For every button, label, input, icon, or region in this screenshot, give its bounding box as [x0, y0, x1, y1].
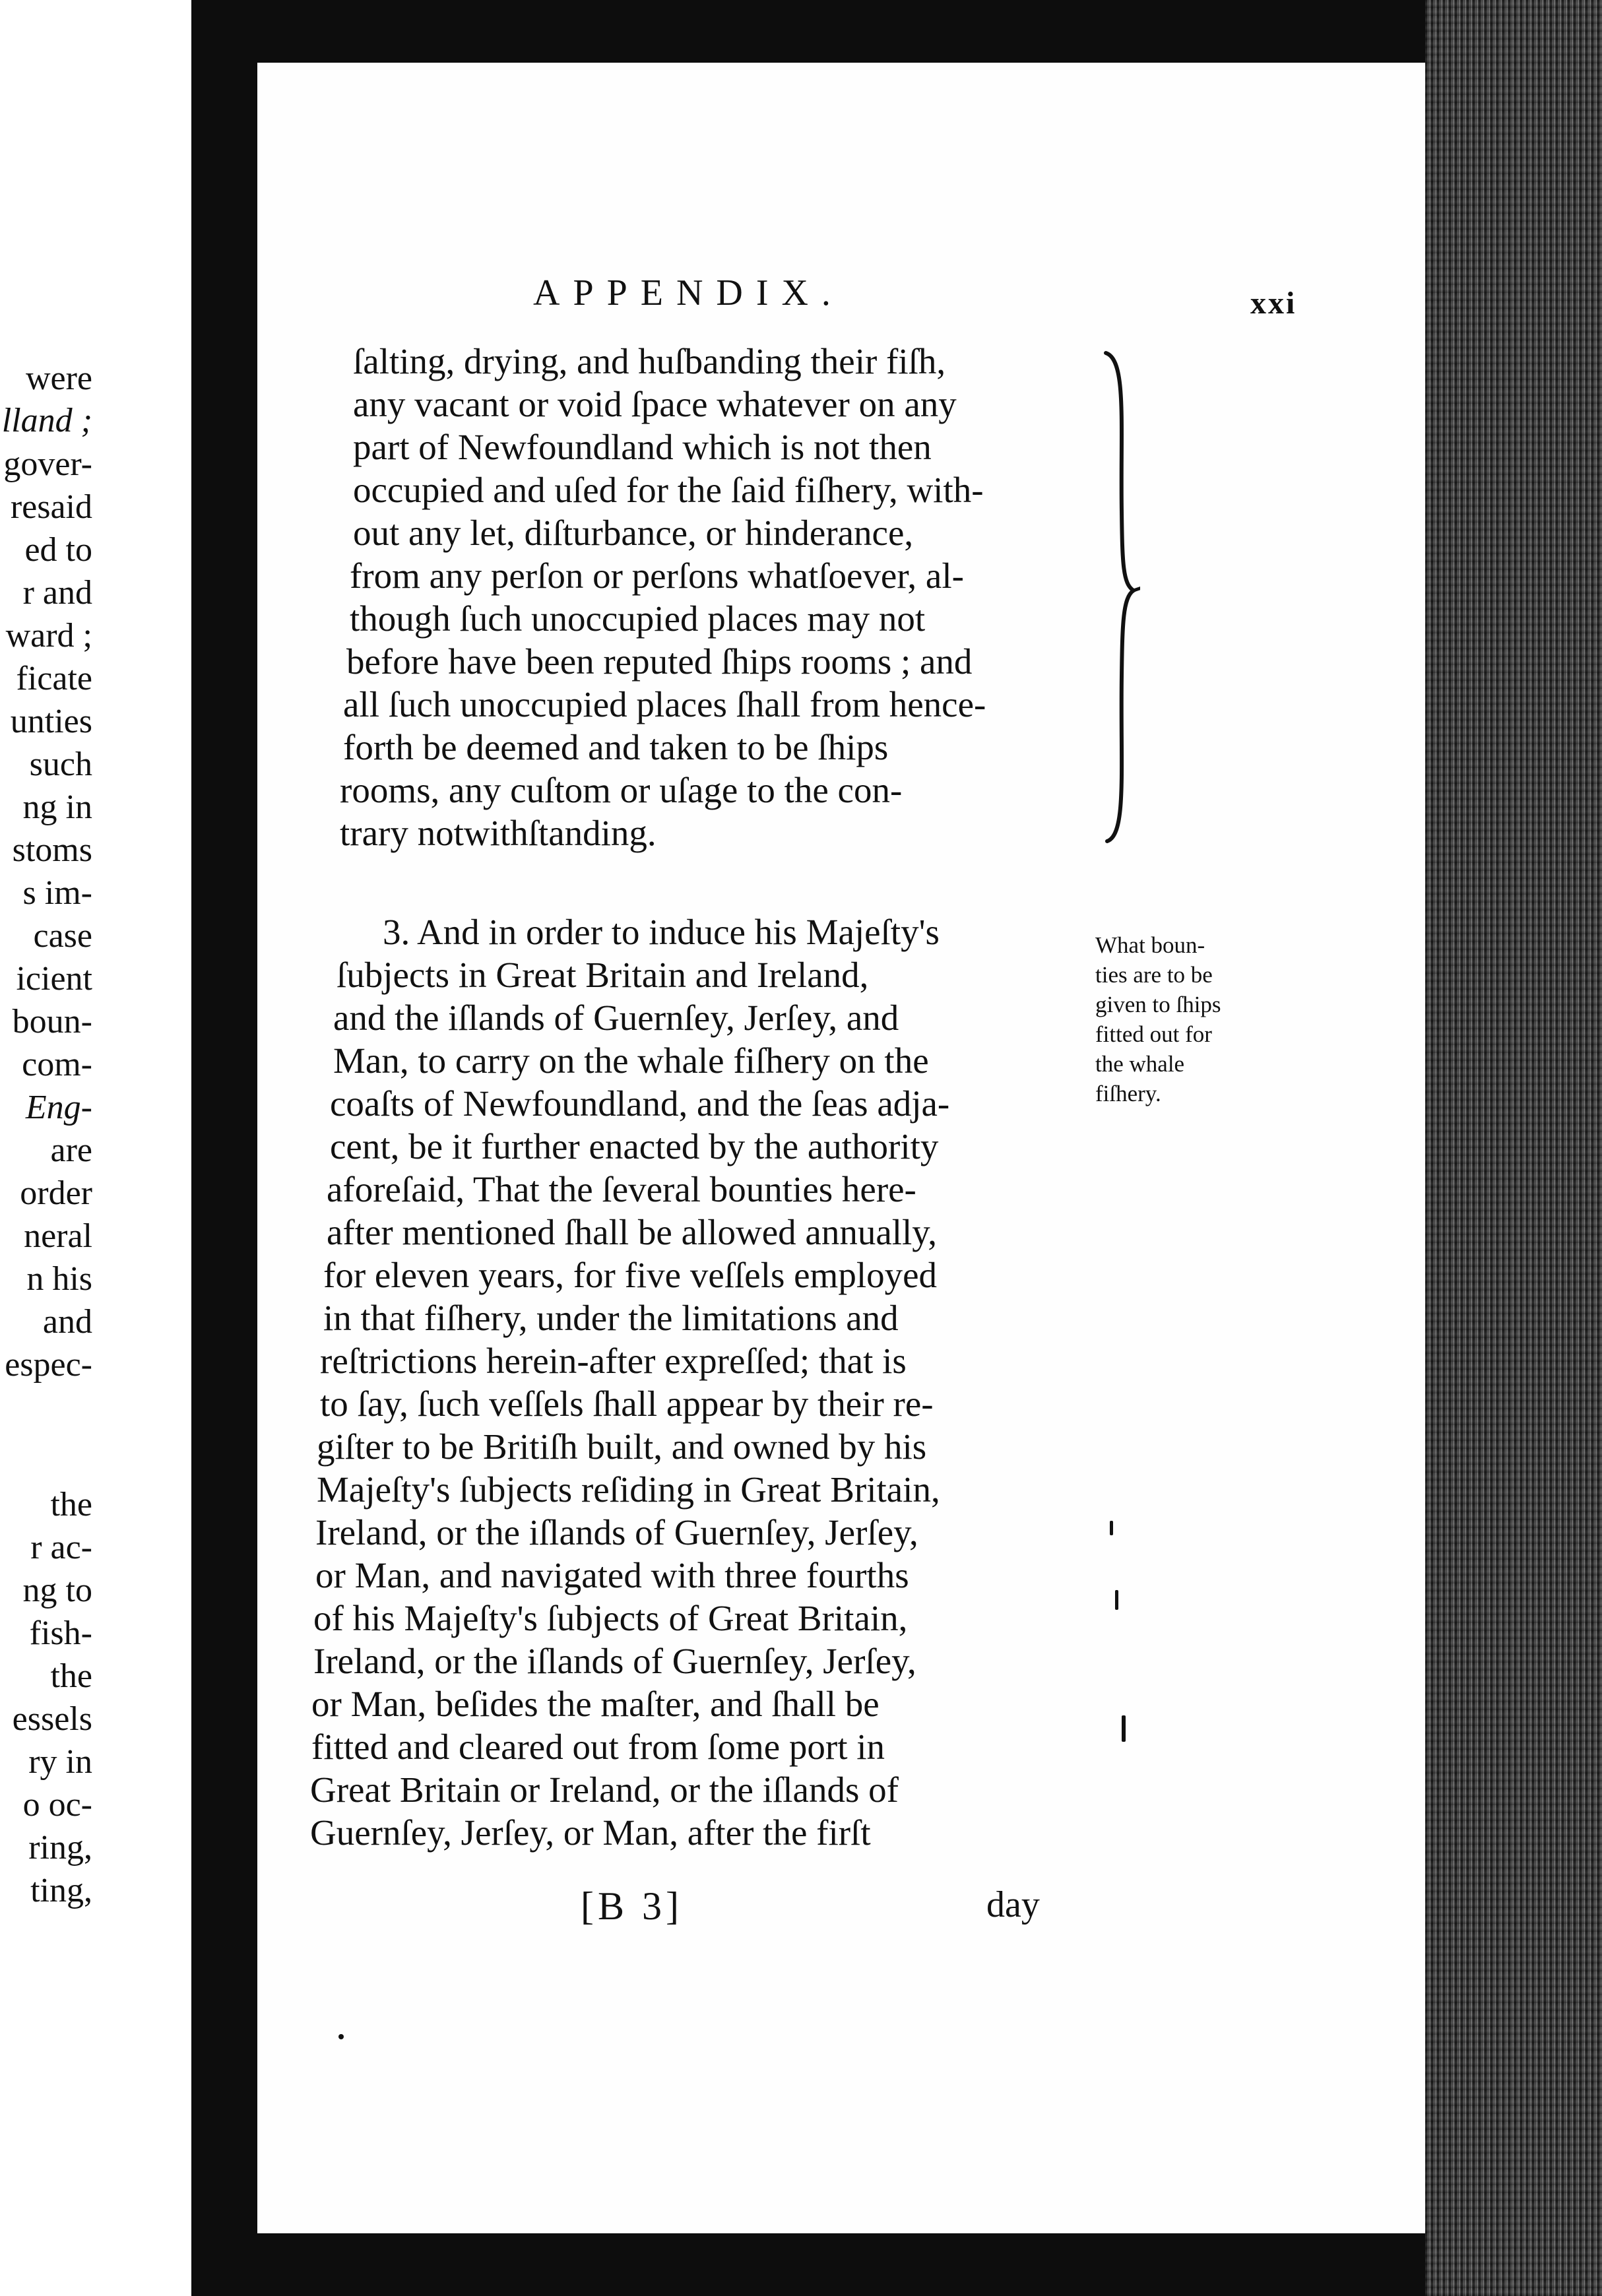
left-fragment: are [50, 1132, 92, 1169]
margin-note-line: fiſhery. [1095, 1081, 1161, 1106]
left-fragment: ng to [22, 1572, 92, 1609]
margin-note-line: fitted out for [1095, 1021, 1212, 1047]
signature-mark: [B 3] [581, 1884, 683, 1928]
body-line: though ſuch unoccupied places may not [350, 598, 926, 639]
body-line: trary notwithſtanding. [340, 813, 657, 853]
body-line: reſtrictions herein-after expreſſed; that is [320, 1341, 907, 1381]
body-line: all ſuch unoccupied places ſhall from hence- [343, 684, 986, 724]
left-fragment: essels [12, 1700, 92, 1738]
body-line: and the iſlands of Guernſey, Jerſey, and [333, 998, 899, 1038]
left-fragment: o oc- [22, 1786, 92, 1824]
body-line: fitted and cleared out from ſome port in [311, 1727, 885, 1767]
left-fragment: espec- [5, 1346, 92, 1384]
left-fragment: the [50, 1486, 92, 1523]
bottom-shadow [191, 2233, 1445, 2296]
left-fragment: resaid [10, 488, 92, 526]
left-fragment: and [42, 1303, 92, 1341]
body-line: 3. And in order to induce his Majeſty's [383, 912, 940, 952]
ink-speck [1110, 1521, 1113, 1535]
body-line: coaſts of Newfoundland, and the ſeas adja- [330, 1083, 950, 1124]
left-fragment: ward ; [5, 617, 92, 654]
ink-speck [1115, 1590, 1118, 1610]
body-line: forth be deemed and taken to be ſhips [343, 727, 889, 767]
ink-speck [338, 2034, 344, 2039]
handwritten-brace-mark [1101, 346, 1140, 848]
left-fragment: ry in [28, 1743, 92, 1781]
body-line: after mentioned ſhall be allowed annually, [327, 1212, 937, 1252]
left-fragment: case [33, 917, 92, 955]
left-fragment: ng in [22, 788, 92, 826]
left-fragment: order [20, 1174, 92, 1212]
margin-note-line: given to ſhips [1095, 992, 1221, 1017]
body-line: aforeſaid, That the ſeveral bounties here- [327, 1169, 916, 1209]
body-line: or Man, and navigated with three fourths [315, 1555, 909, 1595]
catchword: day [986, 1884, 1040, 1925]
body-line: before have been reputed ſhips rooms ; and [346, 641, 973, 682]
left-page-edge [0, 0, 191, 2296]
body-line: out any let, diſturbance, or hinderance, [353, 513, 914, 553]
body-line: from any perſon or perſons whatſoever, al- [350, 556, 964, 596]
left-fragment: r and [22, 574, 92, 612]
left-fragment: ting, [30, 1872, 92, 1909]
body-line: Majeſty's ſubjects reſiding in Great Britain, [317, 1469, 940, 1510]
running-header: APPENDIX. [533, 272, 844, 313]
body-line: rooms, any cuſtom or uſage to the con- [340, 770, 903, 810]
left-fragment: s im- [22, 874, 92, 912]
left-fragment: ficate [16, 660, 92, 697]
left-fragment: fish- [29, 1614, 92, 1652]
page-fore-edge-shading [1425, 0, 1602, 2296]
body-line: cent, be it further enacted by the authority [330, 1126, 939, 1166]
body-line: in that fiſhery, under the limitations and [323, 1298, 899, 1338]
left-fragment: lland ; [1, 402, 92, 439]
margin-note-line: What boun- [1095, 932, 1205, 958]
body-line: Great Britain or Ireland, or the iſlands of [310, 1770, 899, 1810]
left-fragment: r ac- [30, 1529, 92, 1566]
left-fragment: unties [10, 703, 92, 740]
body-line: any vacant or void ſpace whatever on any [353, 384, 957, 424]
body-line: for eleven years, for five veſſels employed [323, 1255, 938, 1295]
left-fragment: n his [26, 1260, 92, 1298]
body-line: ſalting, drying, and huſbanding their fiſh, [353, 341, 946, 381]
body-line: ſubjects in Great Britain and Ireland, [336, 955, 869, 995]
body-line: of his Majeſty's ſubjects of Great Britain, [313, 1598, 908, 1638]
margin-note-line: ties are to be [1095, 962, 1213, 988]
left-fragment: stoms [12, 831, 92, 869]
left-fragment: such [29, 746, 92, 783]
left-fragment: gover- [3, 445, 92, 483]
ink-speck [1122, 1715, 1126, 1742]
body-line: occupied and uſed for the ſaid fiſhery, with- [353, 470, 984, 510]
body-line: Ireland, or the iſlands of Guernſey, Jerſey, [315, 1512, 918, 1552]
body-line: to ſay, ſuch veſſels ſhall appear by their re- [320, 1384, 934, 1424]
left-fragment: the [50, 1657, 92, 1695]
left-fragment: Eng- [25, 1089, 92, 1126]
page-number: xxi [1250, 286, 1297, 321]
body-line: Ireland, or the iſlands of Guernſey, Jerſey, [313, 1641, 916, 1681]
book-gutter [191, 0, 257, 2296]
left-fragment: were [25, 360, 92, 397]
top-shadow [191, 0, 1445, 63]
body-line: Man, to carry on the whale fiſhery on the [333, 1040, 929, 1081]
margin-note-line: the whale [1095, 1051, 1185, 1077]
body-line: giſter to be Britiſh built, and owned by his [317, 1426, 927, 1467]
left-fragment: icient [16, 960, 92, 998]
left-fragment: ed to [24, 531, 92, 569]
left-fragment: ring, [28, 1829, 92, 1866]
left-fragment: boun- [12, 1003, 92, 1040]
body-line: Guernſey, Jerſey, or Man, after the firſt [310, 1812, 871, 1853]
left-fragment: neral [24, 1217, 92, 1255]
body-line: or Man, beſides the maſter, and ſhall be [311, 1684, 880, 1724]
left-fragment: com- [22, 1046, 92, 1083]
body-line: part of Newfoundland which is not then [353, 427, 932, 467]
